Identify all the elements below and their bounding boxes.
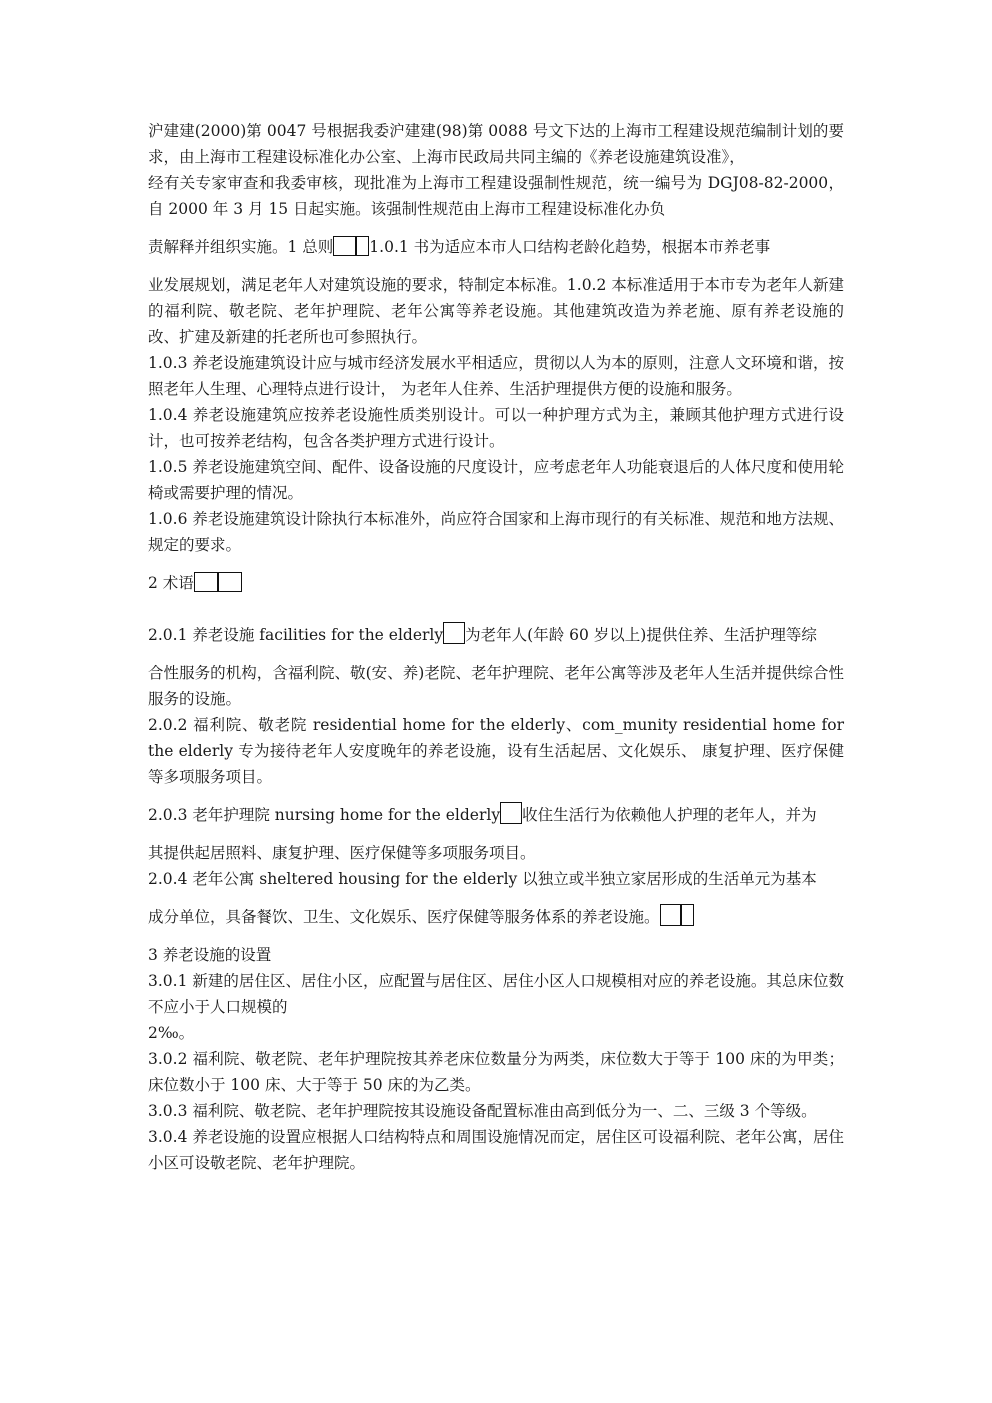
placeholder-box (680, 904, 694, 926)
placeholder-box (443, 622, 465, 644)
paragraph-2-0-4-cont (148, 904, 844, 930)
placeholder-box (500, 802, 522, 824)
section-heading-terms (148, 570, 844, 596)
text-span: 1.0.1 书为适应本市人口结构老龄化趋势，根据本市养老事 (369, 238, 771, 256)
paragraph-3-0-3: 3.0.3 福利院、敬老院、老年护理院按其设施设备配置标准由高到低分为一、二、三级 3 个等级。 (148, 1102, 817, 1120)
placeholder-box (333, 236, 357, 256)
paragraph-2-0-1-cont: 合性服务的机构，含福利院、敬(安、养)老院、老年护理院、老年公寓等涉及老年人生活并提供综合性服务的设施。 (148, 664, 844, 708)
paragraph-3-0-2: 3.0.2 福利院、敬老院、老年护理院按其养老床位数量分为两类，床位数大于等于 100 床的为甲类；床位数小于 100 床、大于等于 50 床的为乙类。 (148, 1050, 844, 1094)
placeholder-box (660, 904, 682, 926)
paragraph-general-1 (148, 234, 844, 260)
paragraph-approval-1: 沪建建(2000)第 0047 号根据我委沪建建(98)第 0088 号文下达的上海市工程建设规范编制计划的要求，由上海市工程建设标准化办公室、上海市民政局共同主编的《养老设施建筑设准》， (148, 122, 844, 166)
paragraph-2-0-3 (148, 802, 844, 828)
text-span: 2.0.3 老年护理院 nursing home for the elderly (148, 806, 501, 824)
paragraph-approval-2: 经有关专家审查和我委审核，现批准为上海市工程建设强制性规范，统一编号为 DGJ08-82-2000，自 2000 年 3 月 15 日起实施。该强制性规范由上海市工程建设标准化办负 (148, 174, 844, 218)
document-body (148, 118, 844, 1176)
paragraph-2-0-3-cont: 其提供起居照料、康复护理、医疗保健等多项服务项目。 (148, 844, 536, 862)
text-span: 收住生活行为依赖他人护理的老年人，并为 (522, 806, 817, 824)
section-heading-setup: 3 养老设施的设置 (148, 946, 272, 964)
paragraph-2-0-1 (148, 622, 844, 648)
paragraph-1-0-3: 1.0.3 养老设施建筑设计应与城市经济发展水平相适应，贯彻以人为本的原则，注意人文环境和谐，按照老年人生理、心理特点进行设计， 为老年人住养、生活护理提供方便的设施和服务。 (148, 354, 844, 398)
placeholder-box (194, 572, 218, 592)
paragraph-3-0-4: 3.0.4 养老设施的设置应根据人口结构特点和周围设施情况而定，居住区可设福利院、老年公寓，居住小区可设敬老院、老年护理院。 (148, 1128, 844, 1172)
placeholder-box (355, 236, 369, 256)
text-span: 为老年人(年龄 60 岁以上)提供住养、生活护理等综 (465, 626, 817, 644)
text-span: 成分单位，具备餐饮、卫生、文化娱乐、医疗保健等服务体系的养老设施。 (148, 908, 660, 926)
paragraph-3-0-1-ratio: 2‰。 (148, 1024, 195, 1042)
paragraph-2-0-4: 2.0.4 老年公寓 sheltered housing for the elderly 以独立或半独立家居形成的生活单元为基本 (148, 870, 817, 888)
text-span: 责解释并组织实施。1 总则 (148, 238, 334, 256)
paragraph-1-0-6: 1.0.6 养老设施建筑设计除执行本标准外，尚应符合国家和上海市现行的有关标准、规范和地方法规、规定的要求。 (148, 510, 844, 554)
placeholder-box (218, 572, 242, 592)
paragraph-1-0-5: 1.0.5 养老设施建筑空间、配件、设备设施的尺度设计，应考虑老年人功能衰退后的人体尺度和使用轮椅或需要护理的情况。 (148, 458, 844, 502)
text-span: 2 术语 (148, 574, 194, 592)
paragraph-2-0-2: 2.0.2 福利院、敬老院 residential home for the elderly、com_munity residential home for the elderly 专为接待老年人安度晚年的养老设施，设有生活起居、文化娱乐、 康复护理、医疗保健等多项服务项目。 (148, 716, 844, 786)
paragraph-3-0-1: 3.0.1 新建的居住区、居住小区，应配置与居住区、居住小区人口规模相对应的养老设施。其总床位数不应小于人口规模的 (148, 972, 844, 1016)
paragraph-scope: 业发展规划，满足老年人对建筑设施的要求，特制定本标准。1.0.2 本标准适用于本市专为老年人新建的福利院、敬老院、老年护理院、老年公寓等养老设施。其他建筑改造为养老施、原有养老设施的改、扩建及新建的托老所也可参照执行。 (148, 276, 844, 346)
paragraph-1-0-4: 1.0.4 养老设施建筑应按养老设施性质类别设计。可以一种护理方式为主，兼顾其他护理方式进行设计，也可按养老结构，包含各类护理方式进行设计。 (148, 406, 844, 450)
text-span: 2.0.1 养老设施 facilities for the elderly (148, 626, 444, 644)
